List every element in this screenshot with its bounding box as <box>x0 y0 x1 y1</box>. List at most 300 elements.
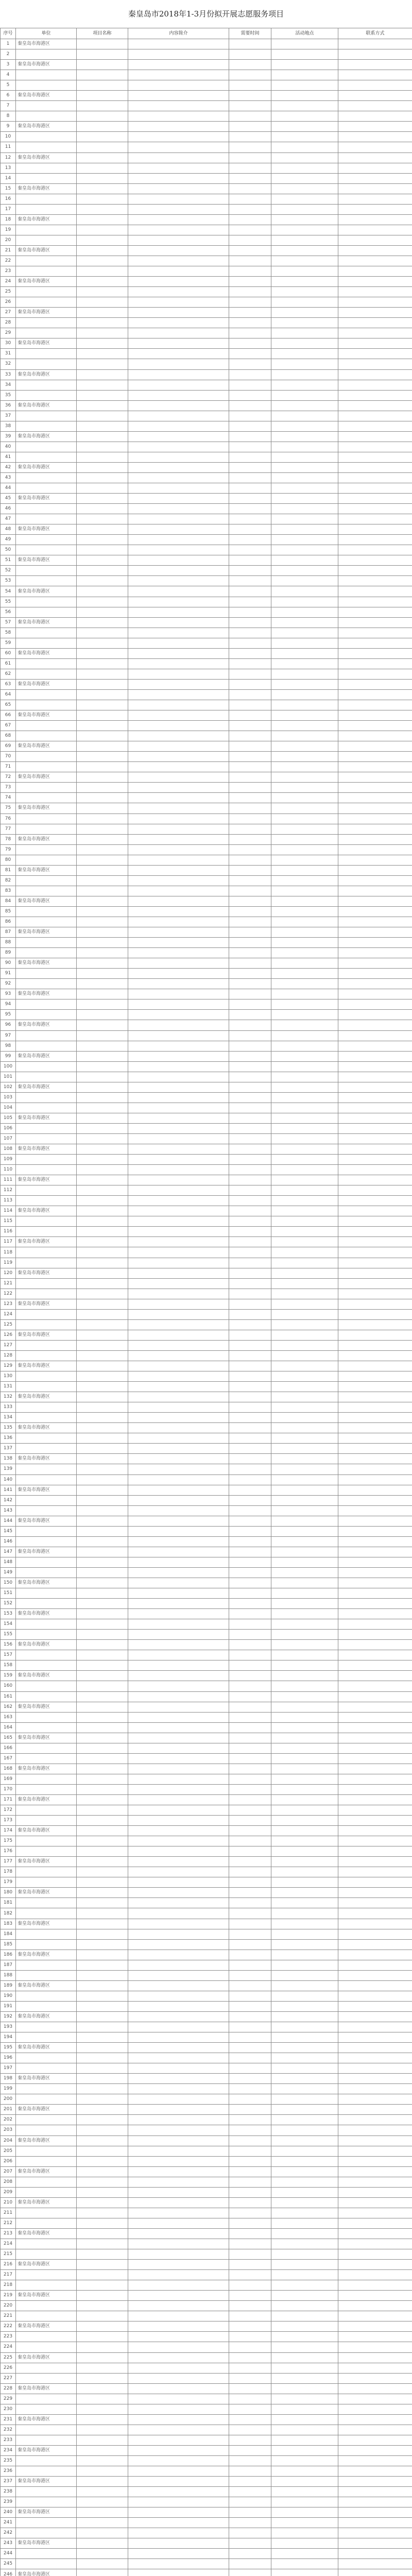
table-row <box>1 1722 412 1733</box>
project-name-cell <box>77 1382 128 1392</box>
location-cell <box>271 1382 338 1392</box>
project-name-cell <box>77 390 128 400</box>
row-number-cell: 72 <box>1 772 16 783</box>
time-cell <box>229 886 271 896</box>
contact-cell <box>338 1196 412 1206</box>
time-cell <box>229 752 271 762</box>
time-cell <box>229 2569 271 2576</box>
description-cell <box>128 689 229 700</box>
project-name-cell <box>77 101 128 111</box>
table-row <box>1 2197 412 2208</box>
description-cell <box>128 1392 229 1402</box>
location-cell <box>271 411 338 421</box>
description-cell <box>128 514 229 524</box>
unit-cell <box>16 1991 77 2001</box>
time-cell <box>229 80 271 91</box>
project-name-cell <box>77 1516 128 1526</box>
table-row <box>1 2332 412 2342</box>
unit-cell <box>16 483 77 494</box>
project-name-cell <box>77 989 128 999</box>
project-name-cell <box>77 256 128 266</box>
project-name-cell <box>77 1588 128 1599</box>
location-cell <box>271 2383 338 2394</box>
time-cell <box>229 1247 271 1258</box>
unit-cell: 秦皇岛市海港区 <box>16 1764 77 1774</box>
contact-cell <box>338 266 412 277</box>
time-cell <box>229 2032 271 2043</box>
contact-cell <box>338 2373 412 2383</box>
location-cell <box>271 452 338 462</box>
description-cell <box>128 1475 229 1485</box>
location-cell <box>271 2352 338 2363</box>
project-name-cell <box>77 1072 128 1082</box>
description-cell <box>128 1175 229 1185</box>
row-number-cell: 230 <box>1 2404 16 2414</box>
project-name-cell <box>77 1185 128 1196</box>
contact-cell <box>338 535 412 545</box>
project-name-cell <box>77 1505 128 1516</box>
table-row <box>1 2518 412 2528</box>
location-cell <box>271 741 338 752</box>
contact-cell <box>338 39 412 49</box>
contact-cell <box>338 1950 412 1960</box>
description-cell <box>128 2260 229 2270</box>
row-number-cell: 122 <box>1 1289 16 1299</box>
description-cell <box>128 1857 229 1867</box>
unit-cell: 秦皇岛市海港区 <box>16 927 77 938</box>
row-number-cell: 170 <box>1 1784 16 1794</box>
location-cell <box>271 1020 338 1030</box>
project-name-cell <box>77 2239 128 2249</box>
description-cell <box>128 2063 229 2074</box>
description-cell <box>128 721 229 731</box>
description-cell <box>128 1092 229 1103</box>
unit-cell <box>16 1350 77 1361</box>
description-cell <box>128 1547 229 1557</box>
location-cell <box>271 1805 338 1816</box>
time-cell <box>229 1371 271 1382</box>
project-name-cell <box>77 2538 128 2549</box>
location-cell <box>271 803 338 814</box>
project-name-cell <box>77 1960 128 1970</box>
project-name-cell <box>77 308 128 318</box>
row-number-cell: 179 <box>1 1877 16 1888</box>
description-cell <box>128 979 229 989</box>
time-cell <box>229 411 271 421</box>
description-cell <box>128 2125 229 2136</box>
row-number-cell: 13 <box>1 163 16 173</box>
description-cell <box>128 2342 229 2352</box>
location-cell <box>271 948 338 958</box>
unit-cell: 秦皇岛市海港区 <box>16 2477 77 2487</box>
unit-cell <box>16 297 77 308</box>
table-row <box>1 70 412 80</box>
project-name-cell <box>77 1557 128 1567</box>
time-cell <box>229 2177 271 2187</box>
project-name-cell <box>77 2001 128 2011</box>
contact-cell <box>338 1712 412 1722</box>
table-row <box>1 1423 412 1433</box>
row-number-cell: 67 <box>1 721 16 731</box>
unit-cell <box>16 1536 77 1547</box>
description-cell <box>128 1970 229 1980</box>
description-cell <box>128 442 229 452</box>
location-cell <box>271 431 338 442</box>
table-row <box>1 1578 412 1588</box>
description-cell <box>128 483 229 494</box>
row-number-cell: 110 <box>1 1165 16 1175</box>
time-cell <box>229 1155 271 1165</box>
time-cell <box>229 555 271 566</box>
location-cell <box>271 1867 338 1877</box>
row-number-cell: 32 <box>1 359 16 369</box>
contact-cell <box>338 597 412 607</box>
description-cell <box>128 2218 229 2228</box>
contact-cell <box>338 2445 412 2455</box>
row-number-cell: 209 <box>1 2187 16 2197</box>
description-cell <box>128 452 229 462</box>
contact-cell <box>338 214 412 225</box>
time-cell <box>229 1340 271 1350</box>
description-cell <box>128 80 229 91</box>
row-number-cell: 134 <box>1 1413 16 1423</box>
description-cell <box>128 2466 229 2477</box>
contact-cell <box>338 2321 412 2332</box>
time-cell <box>229 1433 271 1444</box>
description-cell <box>128 1082 229 1092</box>
unit-cell <box>16 2301 77 2311</box>
table-row <box>1 2321 412 2332</box>
unit-cell: 秦皇岛市海港区 <box>16 494 77 504</box>
contact-cell <box>338 1485 412 1495</box>
project-name-cell <box>77 679 128 689</box>
contact-cell <box>338 1382 412 1392</box>
unit-cell <box>16 142 77 152</box>
location-cell <box>271 586 338 597</box>
project-name-cell <box>77 999 128 1010</box>
description-cell <box>128 2507 229 2518</box>
description-cell <box>128 2549 229 2559</box>
header-cell: 联系方式 <box>338 28 412 39</box>
description-cell <box>128 287 229 297</box>
contact-cell <box>338 2105 412 2115</box>
contact-cell <box>338 2166 412 2177</box>
row-number-cell: 36 <box>1 400 16 411</box>
table-row <box>1 1413 412 1423</box>
location-cell <box>271 783 338 793</box>
location-cell <box>271 1113 338 1123</box>
contact-cell <box>338 1030 412 1041</box>
project-name-cell <box>77 1113 128 1123</box>
description-cell <box>128 472 229 483</box>
time-cell <box>229 2105 271 2115</box>
project-name-cell <box>77 710 128 721</box>
table-row <box>1 814 412 824</box>
table-row <box>1 1660 412 1671</box>
project-name-cell <box>77 2394 128 2404</box>
contact-cell <box>338 472 412 483</box>
row-number-cell: 185 <box>1 1939 16 1950</box>
table-row <box>1 1794 412 1805</box>
row-number-cell: 225 <box>1 2352 16 2363</box>
contact-cell <box>338 369 412 380</box>
unit-cell <box>16 287 77 297</box>
row-number-cell: 43 <box>1 472 16 483</box>
unit-cell: 秦皇岛市海港区 <box>16 2321 77 2332</box>
row-number-cell: 2 <box>1 49 16 60</box>
time-cell <box>229 1640 271 1650</box>
location-cell <box>271 1826 338 1836</box>
time-cell <box>229 1423 271 1433</box>
location-cell <box>271 472 338 483</box>
table-row <box>1 152 412 163</box>
table-row <box>1 1619 412 1630</box>
row-number-cell: 213 <box>1 2228 16 2239</box>
row-number-cell: 79 <box>1 844 16 855</box>
table-row <box>1 194 412 204</box>
project-name-cell <box>77 2445 128 2455</box>
table-row <box>1 803 412 814</box>
description-cell <box>128 2208 229 2218</box>
location-cell <box>271 380 338 390</box>
description-cell <box>128 297 229 308</box>
contact-cell <box>338 2414 412 2425</box>
description-cell <box>128 70 229 80</box>
time-cell <box>229 297 271 308</box>
time-cell <box>229 834 271 844</box>
project-name-cell <box>77 380 128 390</box>
contact-cell <box>338 1702 412 1712</box>
description-cell <box>128 1185 229 1196</box>
unit-cell <box>16 514 77 524</box>
contact-cell <box>338 906 412 917</box>
time-cell <box>229 1816 271 1826</box>
time-cell <box>229 1505 271 1516</box>
table-row <box>1 2435 412 2445</box>
location-cell <box>271 2228 338 2239</box>
location-cell <box>271 1237 338 1247</box>
row-number-cell: 64 <box>1 689 16 700</box>
unit-cell <box>16 1258 77 1268</box>
row-number-cell: 68 <box>1 731 16 741</box>
location-cell <box>271 669 338 679</box>
row-number-cell: 169 <box>1 1774 16 1784</box>
contact-cell <box>338 1402 412 1413</box>
row-number-cell: 219 <box>1 2291 16 2301</box>
location-cell <box>271 1609 338 1619</box>
row-number-cell: 124 <box>1 1309 16 1319</box>
location-cell <box>271 999 338 1010</box>
contact-cell <box>338 390 412 400</box>
unit-cell <box>16 2032 77 2043</box>
contact-cell <box>338 958 412 969</box>
description-cell <box>128 989 229 999</box>
description-cell <box>128 132 229 142</box>
unit-cell: 秦皇岛市海港区 <box>16 2445 77 2455</box>
description-cell <box>128 2394 229 2404</box>
project-name-cell <box>77 235 128 245</box>
unit-cell <box>16 2187 77 2197</box>
row-number-cell: 187 <box>1 1960 16 1970</box>
time-cell <box>229 658 271 669</box>
unit-cell: 秦皇岛市海港区 <box>16 122 77 132</box>
project-name-cell <box>77 524 128 535</box>
contact-cell <box>338 576 412 586</box>
time-cell <box>229 917 271 927</box>
table-body <box>1 39 412 2576</box>
row-number-cell: 136 <box>1 1433 16 1444</box>
time-cell <box>229 566 271 576</box>
table-row <box>1 2228 412 2239</box>
contact-cell <box>338 1464 412 1475</box>
project-name-cell <box>77 70 128 80</box>
unit-cell: 秦皇岛市海港区 <box>16 308 77 318</box>
row-number-cell: 66 <box>1 710 16 721</box>
description-cell <box>128 710 229 721</box>
time-cell <box>229 1227 271 1237</box>
table-row <box>1 101 412 111</box>
row-number-cell: 47 <box>1 514 16 524</box>
description-cell <box>128 1237 229 1247</box>
table-row <box>1 793 412 803</box>
project-name-cell <box>77 2414 128 2425</box>
location-cell <box>271 1123 338 1133</box>
table-row <box>1 2528 412 2538</box>
row-number-cell: 57 <box>1 617 16 628</box>
project-name-cell <box>77 1764 128 1774</box>
unit-cell <box>16 1371 77 1382</box>
row-number-cell: 228 <box>1 2383 16 2394</box>
location-cell <box>271 328 338 338</box>
time-cell <box>229 266 271 277</box>
unit-cell: 秦皇岛市海港区 <box>16 2352 77 2363</box>
unit-cell: 秦皇岛市海港区 <box>16 803 77 814</box>
table-row <box>1 431 412 442</box>
contact-cell <box>338 1681 412 1691</box>
contact-cell <box>338 2352 412 2363</box>
table-row <box>1 752 412 762</box>
project-name-cell <box>77 1196 128 1206</box>
table-row <box>1 1082 412 1092</box>
contact-cell <box>338 607 412 617</box>
location-cell <box>271 1526 338 1536</box>
location-cell <box>271 2363 338 2373</box>
table-row <box>1 2074 412 2084</box>
location-cell <box>271 287 338 297</box>
time-cell <box>229 638 271 648</box>
row-number-cell: 35 <box>1 390 16 400</box>
table-row <box>1 514 412 524</box>
contact-cell <box>338 1619 412 1630</box>
unit-cell: 秦皇岛市海港区 <box>16 1919 77 1929</box>
description-cell <box>128 999 229 1010</box>
row-number-cell: 237 <box>1 2477 16 2487</box>
project-name-cell <box>77 2094 128 2105</box>
description-cell <box>128 1784 229 1794</box>
row-number-cell: 221 <box>1 2311 16 2321</box>
contact-cell <box>338 1888 412 1898</box>
description-cell <box>128 1268 229 1278</box>
location-cell <box>271 1516 338 1526</box>
time-cell <box>229 989 271 999</box>
location-cell <box>271 2105 338 2115</box>
description-cell <box>128 1247 229 1258</box>
time-cell <box>229 1020 271 1030</box>
time-cell <box>229 2011 271 2022</box>
table-row <box>1 1485 412 1495</box>
table-row <box>1 266 412 277</box>
unit-cell: 秦皇岛市海港区 <box>16 586 77 597</box>
project-name-cell <box>77 369 128 380</box>
description-cell <box>128 1382 229 1392</box>
time-cell <box>229 1774 271 1784</box>
table-row <box>1 1857 412 1867</box>
description-cell <box>128 917 229 927</box>
contact-cell <box>338 2363 412 2373</box>
description-cell <box>128 2146 229 2156</box>
time-cell <box>229 2187 271 2197</box>
row-number-cell: 112 <box>1 1185 16 1196</box>
table-row <box>1 2352 412 2363</box>
project-name-cell <box>77 875 128 886</box>
row-number-cell: 232 <box>1 2425 16 2435</box>
time-cell <box>229 1319 271 1330</box>
project-name-cell <box>77 1867 128 1877</box>
project-name-cell <box>77 1640 128 1650</box>
contact-cell <box>338 1133 412 1144</box>
time-cell <box>229 1237 271 1247</box>
table-row <box>1 1464 412 1475</box>
description-cell <box>128 1753 229 1764</box>
project-name-cell <box>77 483 128 494</box>
project-name-cell <box>77 2549 128 2559</box>
unit-cell: 秦皇岛市海港区 <box>16 369 77 380</box>
contact-cell <box>338 793 412 803</box>
location-cell <box>271 2538 338 2549</box>
unit-cell: 秦皇岛市海港区 <box>16 1826 77 1836</box>
project-name-cell <box>77 1392 128 1402</box>
table-row <box>1 1051 412 1061</box>
unit-cell: 秦皇岛市海港区 <box>16 617 77 628</box>
time-cell <box>229 318 271 328</box>
project-name-cell <box>77 349 128 359</box>
contact-cell <box>338 2404 412 2414</box>
description-cell <box>128 183 229 194</box>
contact-cell <box>338 1165 412 1175</box>
contact-cell <box>338 1278 412 1289</box>
table-row <box>1 1599 412 1609</box>
contact-cell <box>338 132 412 142</box>
location-cell <box>271 462 338 472</box>
unit-cell <box>16 1691 77 1702</box>
project-name-cell <box>77 2352 128 2363</box>
location-cell <box>271 1423 338 1433</box>
location-cell <box>271 2249 338 2260</box>
description-cell <box>128 1319 229 1330</box>
unit-cell <box>16 1155 77 1165</box>
unit-cell: 秦皇岛市海港区 <box>16 1857 77 1867</box>
contact-cell <box>338 938 412 948</box>
project-name-cell <box>77 472 128 483</box>
location-cell <box>271 2011 338 2022</box>
description-cell <box>128 1402 229 1413</box>
unit-cell: 秦皇岛市海港区 <box>16 1671 77 1681</box>
project-name-cell <box>77 245 128 256</box>
project-name-cell <box>77 1423 128 1433</box>
contact-cell <box>338 648 412 658</box>
location-cell <box>271 1764 338 1774</box>
table-row <box>1 1505 412 1516</box>
